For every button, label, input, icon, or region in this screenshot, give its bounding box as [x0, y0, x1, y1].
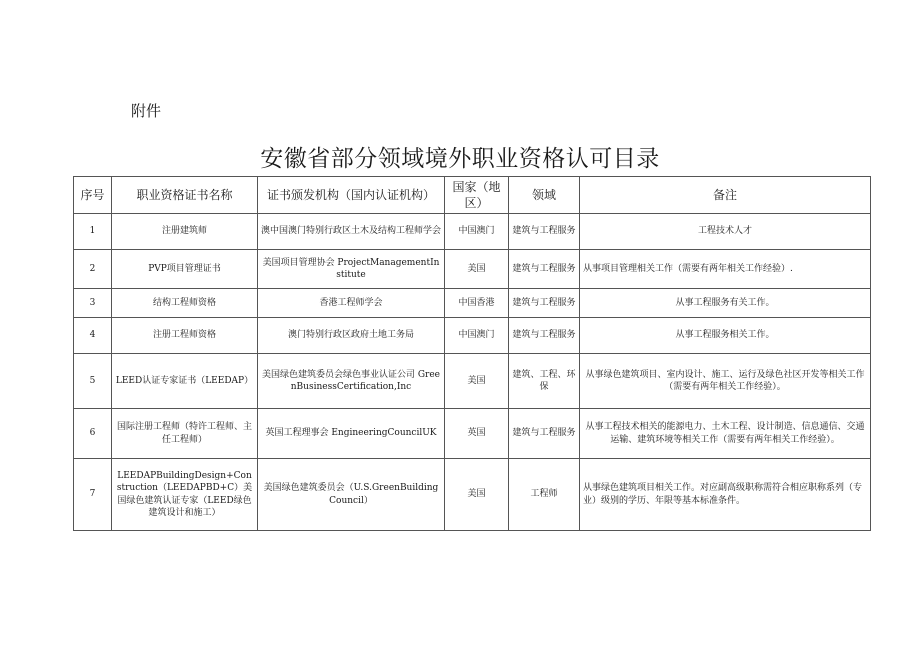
cell-country: 美国 — [445, 354, 509, 409]
cell-name: LEEDAPBuildingDesign+Construction（LEEDAPBD+C）美国绿色建筑认证专家（LEED绿色建筑设计和施工） — [112, 459, 258, 531]
cell-issuer: 香港工程师学会 — [258, 289, 445, 318]
cell-name: 国际注册工程师（特许工程师、主任工程师） — [112, 409, 258, 459]
cell-field: 建筑与工程服务 — [509, 214, 580, 250]
col-header-name: 职业资格证书名称 — [112, 177, 258, 214]
cell-country: 中国澳门 — [445, 318, 509, 354]
cell-issuer: 澳中国澳门特别行政区土木及结构工程师学会 — [258, 214, 445, 250]
cell-name: 注册工程师资格 — [112, 318, 258, 354]
col-header-country: 国家（地区） — [445, 177, 509, 214]
cell-issuer: 澳门特别行政区政府土地工务局 — [258, 318, 445, 354]
cell-name: 结构工程师资格 — [112, 289, 258, 318]
cell-note: 从事绿色建筑项目、室内设计、施工、运行及绿色社区开发等相关工作（需要有两年相关工作经验）。 — [580, 354, 871, 409]
table-row — [74, 409, 871, 459]
table-row — [74, 289, 871, 318]
cell-note: 从事工程服务有关工作。 — [580, 289, 871, 318]
table-row — [74, 354, 871, 409]
table-row — [74, 318, 871, 354]
cell-note: 从事绿色建筑项目相关工作。对应副高级职称需符合相应职称系列（专业）级别的学历、年限等基本标准条件。 — [580, 459, 871, 531]
page-title: 安徽省部分领域境外职业资格认可目录 — [260, 146, 660, 172]
table-row — [74, 214, 871, 250]
cell-name: LEED认证专家证书（LEEDAP） — [112, 354, 258, 409]
cell-note: 从事项目管理相关工作（需要有两年相关工作经验）. — [580, 250, 871, 289]
cell-country: 中国澳门 — [445, 214, 509, 250]
table-header-row — [74, 177, 871, 214]
cell-field: 工程师 — [509, 459, 580, 531]
cell-note: 从事工程服务相关工作。 — [580, 318, 871, 354]
col-header-no: 序号 — [74, 177, 112, 214]
cell-issuer: 美国项目管理协会 ProjectManagementInstitute — [258, 250, 445, 289]
cell-note: 工程技术人才 — [580, 214, 871, 250]
cell-country: 美国 — [445, 250, 509, 289]
cell-no: 6 — [74, 409, 112, 459]
table-row — [74, 459, 871, 531]
cell-no: 4 — [74, 318, 112, 354]
cell-field: 建筑与工程服务 — [509, 250, 580, 289]
table-row — [74, 250, 871, 289]
cell-no: 1 — [74, 214, 112, 250]
cell-note: 从事工程技术相关的能源电力、土木工程、设计制造、信息通信、交通运输、建筑环境等相关工作（需要有两年相关工作经验）。 — [580, 409, 871, 459]
cell-field: 建筑、工程、环保 — [509, 354, 580, 409]
cell-country: 美国 — [445, 459, 509, 531]
cell-country: 中国香港 — [445, 289, 509, 318]
cell-name: 注册建筑师 — [112, 214, 258, 250]
cell-issuer: 美国绿色建筑委员会绿色事业认证公司 GreenBusinessCertification,Inc — [258, 354, 445, 409]
cell-no: 2 — [74, 250, 112, 289]
cell-issuer: 英国工程理事会 EngineeringCouncilUK — [258, 409, 445, 459]
col-header-field: 领域 — [509, 177, 580, 214]
qualification-table — [73, 176, 871, 531]
col-header-issuer: 证书颁发机构（国内认证机构） — [258, 177, 445, 214]
cell-no: 3 — [74, 289, 112, 318]
cell-no: 5 — [74, 354, 112, 409]
col-header-note: 备注 — [580, 177, 871, 214]
attachment-label: 附件 — [131, 102, 162, 120]
cell-field: 建筑与工程服务 — [509, 318, 580, 354]
cell-no: 7 — [74, 459, 112, 531]
cell-issuer: 美国绿色建筑委员会（U.S.GreenBuildingCouncil） — [258, 459, 445, 531]
cell-field: 建筑与工程服务 — [509, 409, 580, 459]
cell-country: 英国 — [445, 409, 509, 459]
cell-field: 建筑与工程服务 — [509, 289, 580, 318]
cell-name: PVP项目管理证书 — [112, 250, 258, 289]
